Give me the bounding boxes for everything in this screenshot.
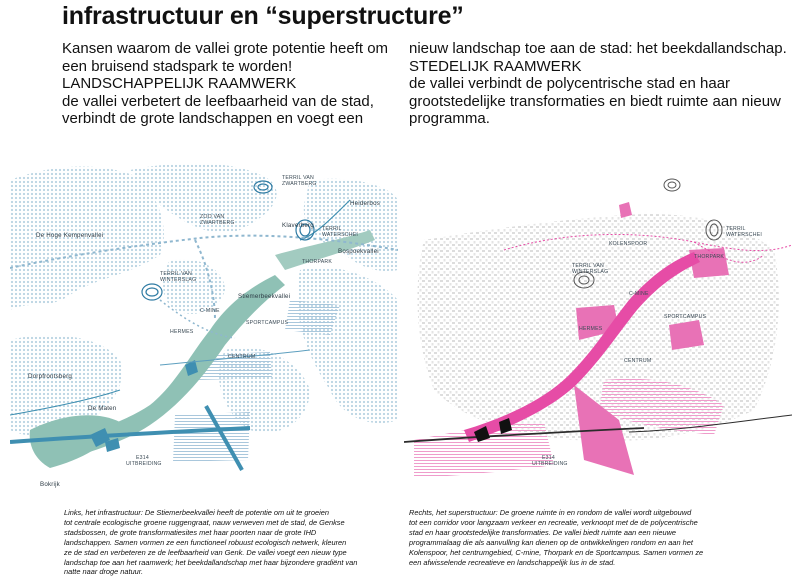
intro-line: nieuw landschap toe aan de stad: het beekdallandschap. [409,40,787,57]
caption-line: natte naar droge natuur. [64,567,144,577]
label-terril-zwartberg: TERRIL VAN [282,175,314,181]
label-centrum: CENTRUM [624,358,652,364]
caption-line: programmalaag die als aanvulling kan dienen op de ontwikkelingen rondom en aan het [409,537,693,547]
caption-line: een afwisselende recreatieve en landschappelijk lus in de stad. [409,557,616,567]
label-sportcampus: SPORTCAMPUS [664,314,707,320]
intro-line: verbindt de grote landschappen en voegt een [62,110,364,127]
label-e314: E314 [136,455,149,461]
infrastructure-map-svg [10,160,398,508]
intro-right-text [409,40,789,128]
label-bospoekvallei: Bospoekvallei [338,248,379,255]
label-cmine: C-MINE [629,291,649,297]
label-zoo: ZOO VAN [200,214,225,220]
caption-line: tot een corridor voor langzaam verkeer en recreatie, verknoopt met de de polycentrische [409,517,698,527]
label-dorpfrontsberg: Dorpfrontsberg [28,373,73,380]
forest-dots-center [163,259,225,314]
caption-right [409,508,769,567]
label-terril-winterslag: TERRIL VAN [572,263,604,269]
caption-left [64,508,424,577]
intro-line: programma. [409,110,490,127]
label-kolenspoor: KOLENSPOOR [609,241,648,247]
label-terril-winterslag: WINTERSLAG [572,269,609,275]
label-terril-zwartberg: ZWARTBERG [282,181,317,187]
page-title: infrastructuur en “superstructure” [62,2,464,30]
label-zoo: ZWARTBERG [200,220,235,226]
label-terril-waterschei: TERRIL [322,226,342,232]
label-e314: UITBREIDING [532,461,568,467]
infrastructure-map [10,160,398,508]
label-e314: UITBREIDING [126,461,162,467]
superstructure-map-svg [404,160,792,508]
intro-line: Kansen waarom de vallei grote potentie heeft om [62,40,389,57]
caption-line: stad en haar grootstedelijke transformaties. De vallei biedt ruimte aan een nieuwe [409,527,677,537]
forest-dots-east [297,267,398,423]
label-bokrijk: Bokrijk [40,481,60,488]
intro-line: grootstedelijke transformaties en biedt ruimte aan nieuw [409,92,781,110]
label-terril-winterslag: TERRIL VAN [160,271,192,277]
terril-zwartberg-icon [664,179,680,191]
label-sportcampus: SPORTCAMPUS [246,320,289,326]
superstructure-map [404,160,792,508]
intro-line: LANDSCHAPPELIJK RAAMWERK [62,75,297,92]
label-hoge-kempen: De Hoge Kempenvallei [36,232,104,239]
hatch-east [285,300,340,335]
label-cmine: C-MINE [200,308,220,314]
caption-line: stadsbossen, de grote transformatiesites met haar poorten naar de grote IHD [64,527,317,537]
label-terril-waterschei: TERRIL [726,226,746,232]
label-thorpark: THORPARK [302,259,333,265]
label-terril-waterschei: WATERSCHEI [726,232,763,238]
intro-line: de vallei verbindt de polycentrische stad en haar [409,75,731,92]
label-hermes: HERMES [579,326,603,332]
caption-line: tot centrale ecologische groene ruggengraat, nauw verweven met de stad, de Genkse [64,517,345,527]
caption-line: landschap toe aan het raamwerk; het beekdallandschap met haar bijzondere gradiënt van [64,557,358,567]
label-heiderbos: Heiderbos [350,200,381,207]
label-centrum: CENTRUM [228,354,256,360]
caption-line: Links, het infrastructuur: De Stiemerbeekvallei heeft de potentie om uit te groeien [64,508,329,517]
caption-line: ze de stad en verbeteren ze de leefbaarheid van Genk. De vallei voegt een nieuw type [64,547,347,557]
programme-area [669,320,704,350]
intro-line: een bruisend stadspark te worden! [62,57,293,75]
label-de-maten: De Maten [88,405,117,412]
intro-line: STEDELIJK RAAMWERK [409,57,582,75]
label-hermes: HERMES [170,329,194,335]
intro-left-text [62,40,392,128]
label-stiemerbeekvallei: Stiemerbeekvallei [238,293,291,300]
label-thorpark: THORPARK [694,254,725,260]
label-e314: E314 [542,455,555,461]
caption-line: Kolenspoor, het centrumgebied, C-mine, Thorpark en de Sportcampus. Samen vormen ze [409,547,704,557]
intro-line: de vallei verbetert de leefbaarheid van de stad, [62,92,374,110]
caption-line: Rechts, het superstructuur: De groene ruimte in en rondom de vallei wordt uitgebouwd [409,508,692,517]
caption-line: landschappen. Samen vormen ze een functioneel robuust ecologisch netwerk, kleuren [64,537,347,547]
label-terril-waterschei: WATERSCHEI [322,232,359,238]
label-klaverberg: Klaverberg [282,222,314,229]
terril-winterslag-icon [142,284,162,300]
label-terril-winterslag: WINTERSLAG [160,277,197,283]
